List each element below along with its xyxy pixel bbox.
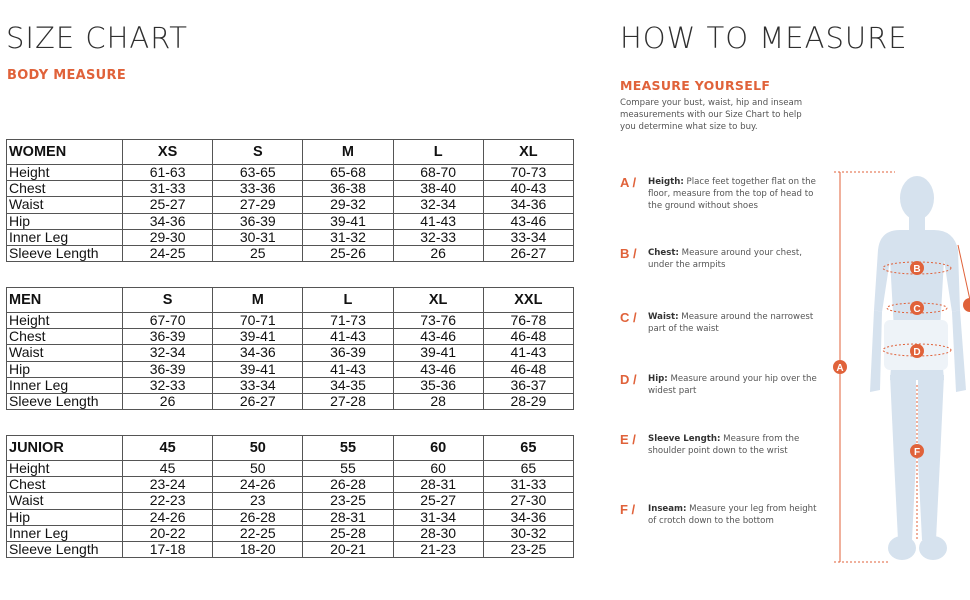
table-row: [7, 525, 574, 541]
table-cell: 26-27: [483, 246, 573, 262]
table-cell: 27-30: [483, 493, 573, 509]
row-label: Height: [7, 313, 123, 329]
table-cell: 24-26: [213, 477, 303, 493]
table-cell: 55: [303, 461, 393, 477]
marker-b: [910, 261, 924, 275]
table-cell: 34-36: [483, 509, 573, 525]
table-row: [7, 165, 574, 181]
table-header-row: [7, 288, 574, 313]
table-cell: 60: [393, 461, 483, 477]
table-cell: 25-27: [123, 197, 213, 213]
table-cell: 41-43: [393, 213, 483, 229]
table-cell: 24-25: [123, 246, 213, 262]
table-cell: 71-73: [303, 313, 393, 329]
table-cell: 26: [393, 246, 483, 262]
category-label: MEN: [7, 288, 123, 313]
size-header: M: [303, 140, 393, 165]
table-cell: 31-34: [393, 509, 483, 525]
table-cell: 65: [483, 461, 573, 477]
table-cell: 26-28: [303, 477, 393, 493]
table-cell: 35-36: [393, 377, 483, 393]
table-row: [7, 313, 574, 329]
table-row: [7, 377, 574, 393]
table-cell: 25-28: [303, 525, 393, 541]
table-cell: 23-25: [303, 493, 393, 509]
step-letter: F /: [620, 502, 636, 517]
table-cell: 67-70: [123, 313, 213, 329]
table-cell: 41-43: [483, 345, 573, 361]
table-cell: 31-33: [123, 181, 213, 197]
table-cell: 30-32: [483, 525, 573, 541]
table-cell: 43-46: [393, 361, 483, 377]
row-label: Chest: [7, 477, 123, 493]
table-row: [7, 229, 574, 245]
row-label: Waist: [7, 197, 123, 213]
table-cell: 34-36: [123, 213, 213, 229]
row-label: Hip: [7, 213, 123, 229]
table-row: [7, 542, 574, 558]
table-cell: 26-28: [213, 509, 303, 525]
step-text: Measure around your chest, under the armpits: [648, 248, 802, 270]
table-row: [7, 197, 574, 213]
table-cell: 20-22: [123, 525, 213, 541]
table-cell: 39-41: [213, 329, 303, 345]
step-text: Measure around your hip over the widest part: [648, 374, 817, 396]
row-label: Chest: [7, 181, 123, 197]
size-header: S: [213, 140, 303, 165]
size-table-junior: [6, 435, 574, 558]
size-header: 55: [303, 436, 393, 461]
step-letter: B /: [620, 246, 637, 261]
row-label: Inner Leg: [7, 229, 123, 245]
step-name: Waist:: [648, 312, 679, 322]
size-table-women: [6, 139, 574, 262]
table-row: [7, 213, 574, 229]
table-cell: 73-76: [393, 313, 483, 329]
step-name: Hip:: [648, 374, 668, 384]
table-cell: 43-46: [483, 213, 573, 229]
step-name: Chest:: [648, 248, 679, 258]
marker-label: C: [913, 304, 921, 315]
row-label: Waist: [7, 493, 123, 509]
step-letter: A /: [620, 175, 637, 190]
table-cell: 36-39: [123, 361, 213, 377]
table-cell: 25-26: [303, 246, 393, 262]
step-name: Inseam:: [648, 504, 687, 514]
marker-c: [910, 301, 924, 315]
table-cell: 27-29: [213, 197, 303, 213]
table-cell: 32-33: [393, 229, 483, 245]
table-row: [7, 461, 574, 477]
size-header: L: [303, 288, 393, 313]
table-row: [7, 181, 574, 197]
size-header: XS: [123, 140, 213, 165]
table-row: [7, 477, 574, 493]
table-cell: 70-71: [213, 313, 303, 329]
table-cell: 46-48: [483, 361, 573, 377]
table-cell: 33-34: [213, 377, 303, 393]
step-letter: E /: [620, 432, 636, 447]
size-header: 65: [483, 436, 573, 461]
size-header: XL: [393, 288, 483, 313]
table-cell: 36-39: [123, 329, 213, 345]
row-label: Sleeve Length: [7, 542, 123, 558]
size-header: M: [213, 288, 303, 313]
table-cell: 30-31: [213, 229, 303, 245]
table-cell: 32-34: [393, 197, 483, 213]
table-cell: 29-30: [123, 229, 213, 245]
table-cell: 28: [393, 394, 483, 410]
table-cell: 18-20: [213, 542, 303, 558]
row-label: Waist: [7, 345, 123, 361]
table-cell: 25: [213, 246, 303, 262]
table-header-row: [7, 140, 574, 165]
table-cell: 27-28: [303, 394, 393, 410]
table-cell: 28-31: [303, 509, 393, 525]
row-label: Inner Leg: [7, 377, 123, 393]
table-cell: 17-18: [123, 542, 213, 558]
table-cell: 34-35: [303, 377, 393, 393]
size-chart-title: SIZE CHART: [6, 21, 189, 55]
table-cell: 25-27: [393, 493, 483, 509]
size-header: 60: [393, 436, 483, 461]
table-cell: 20-21: [303, 542, 393, 558]
step-text: Measure from the shoulder point down to the wrist: [648, 434, 800, 456]
marker-f: [910, 444, 924, 458]
table-cell: 39-41: [393, 345, 483, 361]
table-cell: 65-68: [303, 165, 393, 181]
marker-label: B: [913, 264, 921, 275]
table-cell: 23-25: [483, 542, 573, 558]
table-cell: 22-23: [123, 493, 213, 509]
step-letter: D /: [620, 372, 637, 387]
size-header: L: [393, 140, 483, 165]
table-cell: 34-36: [483, 197, 573, 213]
table-cell: 33-34: [483, 229, 573, 245]
table-cell: 45: [123, 461, 213, 477]
table-cell: 32-34: [123, 345, 213, 361]
table-cell: 36-39: [303, 345, 393, 361]
table-cell: 33-36: [213, 181, 303, 197]
table-row: [7, 329, 574, 345]
size-header: XXL: [483, 288, 573, 313]
step-text: Place feet together flat on the floor, measure from the top of head to the ground without shoes: [648, 177, 816, 211]
table-cell: 26: [123, 394, 213, 410]
table-cell: 46-48: [483, 329, 573, 345]
table-cell: 34-36: [213, 345, 303, 361]
table-cell: 32-33: [123, 377, 213, 393]
row-label: Sleeve Length: [7, 394, 123, 410]
row-label: Height: [7, 165, 123, 181]
size-header: 45: [123, 436, 213, 461]
table-cell: 68-70: [393, 165, 483, 181]
step-letter: C /: [620, 310, 637, 325]
table-cell: 61-63: [123, 165, 213, 181]
marker-d: [910, 344, 924, 358]
table-cell: 41-43: [303, 329, 393, 345]
step-name: Heigth:: [648, 177, 684, 187]
body-figure: [820, 160, 970, 570]
table-cell: 76-78: [483, 313, 573, 329]
table-row: [7, 509, 574, 525]
table-cell: 21-23: [393, 542, 483, 558]
measure-yourself-subtitle: MEASURE YOURSELF: [620, 78, 771, 93]
table-row: [7, 345, 574, 361]
table-cell: 40-43: [483, 181, 573, 197]
marker-e-partial: [963, 298, 970, 312]
table-row: [7, 246, 574, 262]
size-header: XL: [483, 140, 573, 165]
row-label: Chest: [7, 329, 123, 345]
table-header-row: [7, 436, 574, 461]
marker-label: F: [913, 447, 921, 458]
table-cell: 39-41: [303, 213, 393, 229]
step-name: Sleeve Length:: [648, 434, 721, 444]
row-label: Height: [7, 461, 123, 477]
table-cell: 24-26: [123, 509, 213, 525]
table-cell: 23-24: [123, 477, 213, 493]
category-label: WOMEN: [7, 140, 123, 165]
table-row: [7, 361, 574, 377]
table-cell: 38-40: [393, 181, 483, 197]
marker-label: D: [913, 347, 921, 358]
table-cell: 26-27: [213, 394, 303, 410]
step-text: Measure around the narrowest part of the waist: [648, 312, 814, 334]
marker-label: A: [836, 363, 844, 374]
table-cell: 63-65: [213, 165, 303, 181]
row-label: Hip: [7, 509, 123, 525]
table-cell: 31-32: [303, 229, 393, 245]
body-measure-subtitle: BODY MEASURE: [7, 68, 127, 83]
table-row: [7, 394, 574, 410]
how-to-measure-title: HOW TO MEASURE: [620, 21, 908, 55]
step-text: Measure your leg from height of crotch down to the bottom: [648, 504, 817, 526]
table-cell: 41-43: [303, 361, 393, 377]
marker-a: [833, 360, 847, 374]
intro-text: Compare your bust, waist, hip and inseam measurements with our Size Chart to help you determine what size to buy.: [620, 98, 803, 132]
size-header: S: [123, 288, 213, 313]
table-cell: 43-46: [393, 329, 483, 345]
table-cell: 50: [213, 461, 303, 477]
table-cell: 39-41: [213, 361, 303, 377]
row-label: Hip: [7, 361, 123, 377]
size-table-men: [6, 287, 574, 410]
size-header: 50: [213, 436, 303, 461]
row-label: Sleeve Length: [7, 246, 123, 262]
row-label: Inner Leg: [7, 525, 123, 541]
table-cell: 28-29: [483, 394, 573, 410]
table-cell: 36-37: [483, 377, 573, 393]
table-cell: 28-31: [393, 477, 483, 493]
table-cell: 31-33: [483, 477, 573, 493]
table-cell: 36-38: [303, 181, 393, 197]
table-cell: 22-25: [213, 525, 303, 541]
table-cell: 36-39: [213, 213, 303, 229]
table-cell: 29-32: [303, 197, 393, 213]
table-cell: 70-73: [483, 165, 573, 181]
table-cell: 23: [213, 493, 303, 509]
category-label: JUNIOR: [7, 436, 123, 461]
table-cell: 28-30: [393, 525, 483, 541]
table-row: [7, 493, 574, 509]
